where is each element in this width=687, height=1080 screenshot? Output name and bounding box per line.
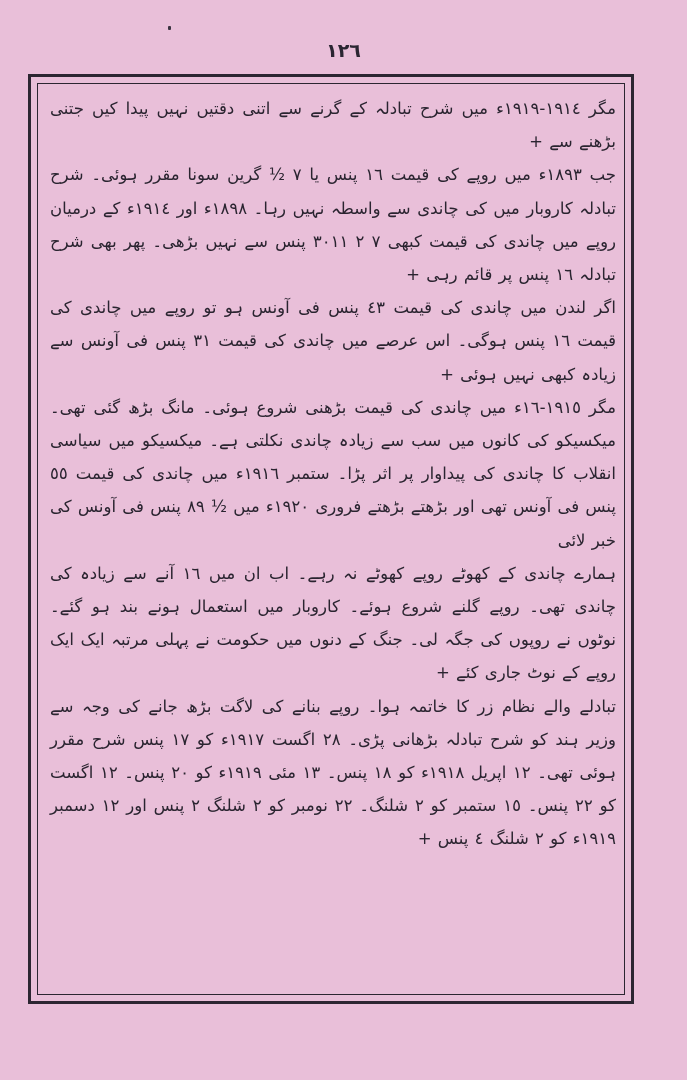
paragraph-6: تبادلے والے نظام زر کا خاتمہ ہوا۔ روپے بنانے کی لاگت بڑھ جانے کی وجہ سے وزیر ہند کو شرح تبادلہ بڑھانی پڑی۔ ٢٨ اگست ١٩١٧ء کو ١٧ پنس شرح مقرر ہوئی تھی۔ ١٢ اپریل ١٩١٨ء کو ١٨ پنس۔ ١٣ مئی ١٩١٩ء کو ٢٠ پنس۔ ١٢ اگست کو ٢٢ پنس۔ ١٥ ستمبر کو ٢ شلنگ۔ ٢٢ نومبر کو ٢ شلنگ ٢ پنس اور ١٢ دسمبر ١٩١٩ء کو ٢ شلنگ ٤ پنس + xyxy=(50,696,617,849)
paragraph-1: مگر ١٩١٤-١٩١٩ء میں شرح تبادلہ کے گرنے سے اتنی دقتیں نہیں پیدا کیں جتنی بڑھنے سے + xyxy=(50,99,616,152)
ink-dot xyxy=(168,26,171,30)
paragraph-4: مگر ١٩١٥-١٦ء میں چاندی کی قیمت بڑھنی شروع ہوئی۔ مانگ بڑھ گئی تھی۔ میکسیکو کی کانوں میں سب سے زیادہ چاندی نکلتی ہے۔ میکسیکو میں سیاسی انقلاب کا چاندی کی پیداوار پر اثر پڑا۔ ستمبر ١٩١٦ء میں چاندی کی قیمت ٥٥ پنس فی آونس تھی اور بڑھتے بڑھتے فروری ١٩٢٠ء میں ½ ٨٩ پنس فی آونس کی خبر لائی xyxy=(50,397,616,550)
paragraph-3: اگر لندن میں چاندی کی قیمت ٤٣ پنس فی آونس ہو تو روپے میں چاندی کی قیمت ١٦ پنس ہوگی۔ اس عرصے میں چاندی کی قیمت ٣١ پنس فی آونس سے زیادہ کبھی نہیں ہوئی + xyxy=(50,298,616,384)
page-number: ١٢٦ xyxy=(326,40,361,62)
paragraph-2: جب ١٨٩٣ء میں روپے کی قیمت ١٦ پنس یا ٧ ½ گرین سونا مقرر ہوئی۔ شرح تبادلہ کاروبار میں کی چاندی سے واسطہ نہیں رہا۔ ١٨٩٨ء اور ١٩١٤ء کے درمیان روپے میں چاندی کی قیمت کبھی ٧ ٢ ٣٠١١ پنس سے نہیں بڑھی۔ پھر بھی شرح تبادلہ ١٦ پنس پر قائم رہی + xyxy=(50,165,617,285)
paragraph-5: ہمارے چاندی کے کھوٹے روپے کھوٹے نہ رہے۔ اب ان میں ١٦ آنے سے زیادہ کی چاندی تھی۔ روپے گلنے شروع ہوئے۔ کاروبار میں استعمال ہونے بند ہو گئے۔ نوٹوں نے روپوں کی جگہ لی۔ جنگ کے دنوں میں حکومت نے پہلی مرتبہ ایک ایک روپے کے نوٹ جاری کئے + xyxy=(50,563,616,683)
body-text xyxy=(50,92,616,992)
